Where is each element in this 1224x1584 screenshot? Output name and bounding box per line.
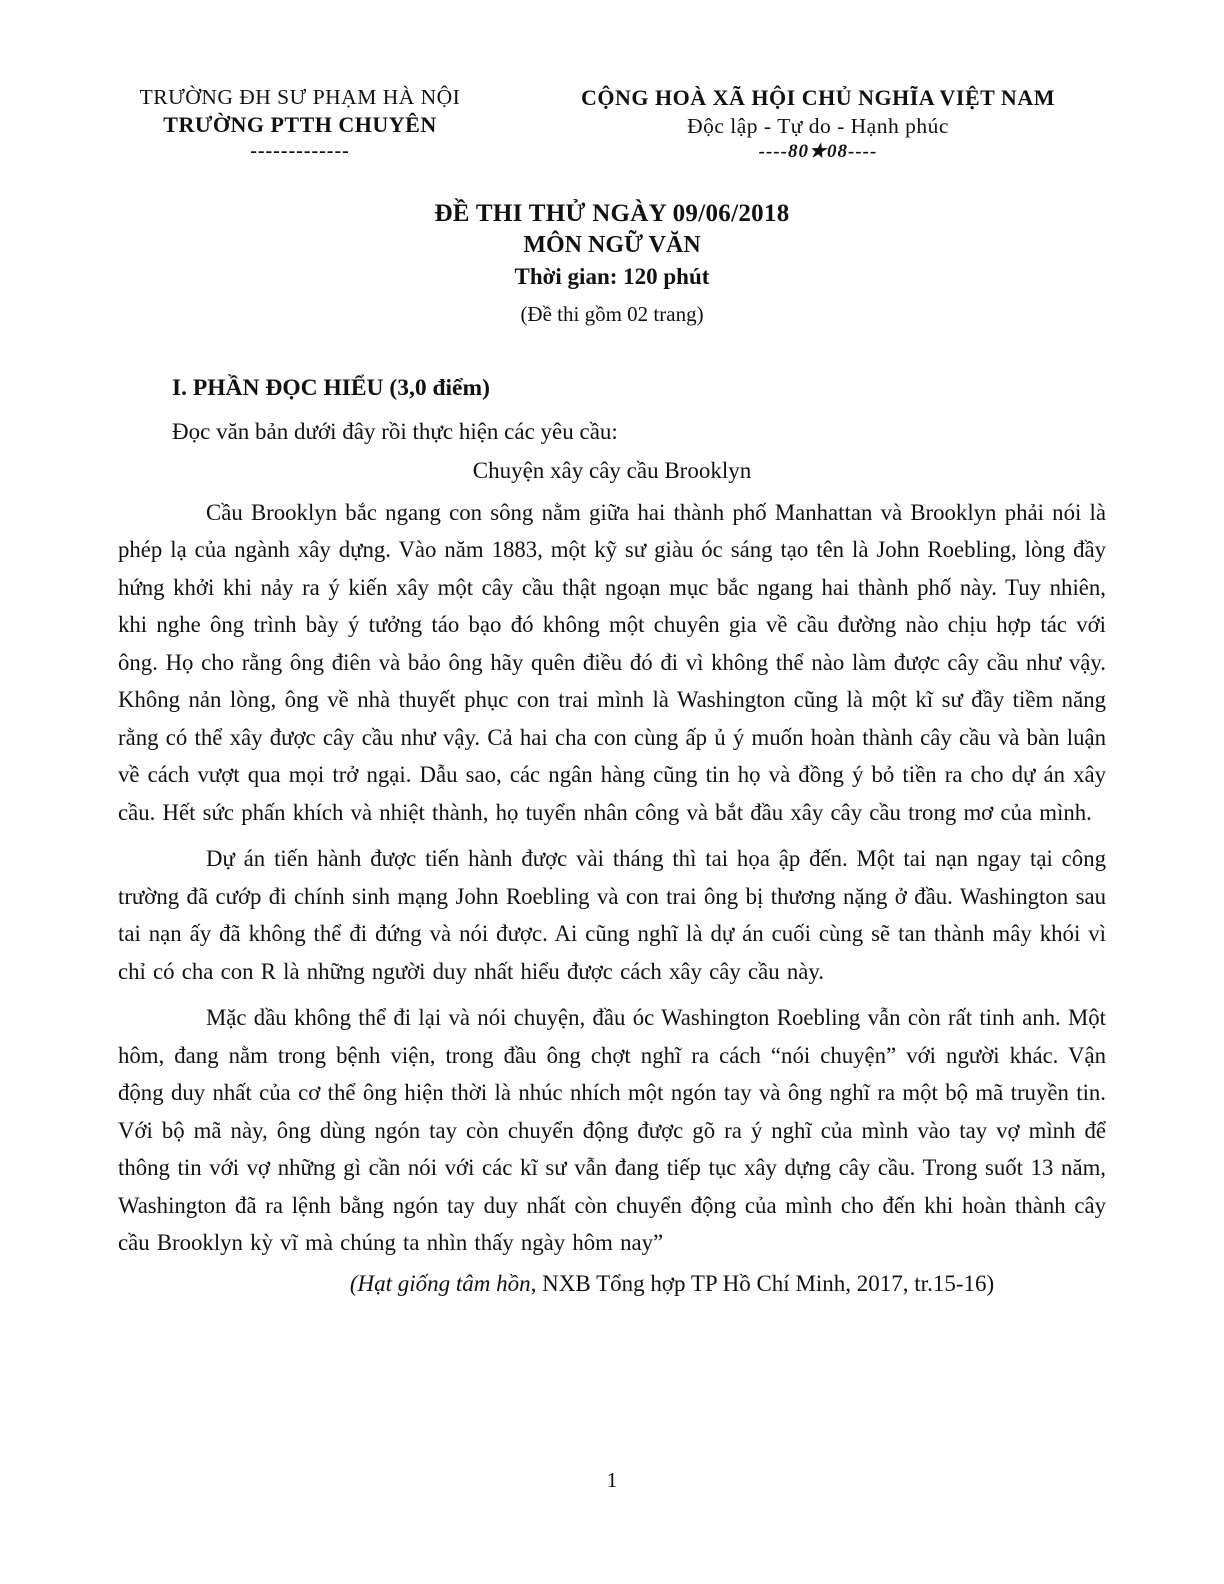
exam-pages-note: (Đề thi gồm 02 trang) [520, 302, 704, 327]
reading-passage [118, 494, 1106, 1262]
header-divider: ------------- [250, 140, 350, 162]
citation [118, 1271, 1106, 1297]
exam-title: ĐỀ THI THỬ NGÀY 09/06/2018 [434, 200, 790, 227]
passage-paragraph-2: Dự án tiến hành được tiến hành được vài tháng thì tai họa ập đến. Một tai nạn ngay tại công trường đã cướp đi chính sinh mạng John Roebling và con trai ông bị thương nặng ở đầu. Washington sau tai nạn ấy đã không thể đi đứng và nói được. Ai cũng nghĩ là dự án cuối cùng sẽ tan thành mây khói vì chỉ có cha con R là những người duy nhất hiểu được cách xây cây cầu này. [118, 846, 1106, 984]
section-heading: I. PHẦN ĐỌC HIỂU (3,0 điểm) [172, 374, 490, 401]
exam-title-block [118, 197, 1106, 329]
national-motto: Độc lập - Tự do - Hạnh phúc [687, 114, 949, 138]
citation-publisher: , NXB Tổng hợp TP Hồ Chí Minh, 2017, tr.15-16) [530, 1270, 995, 1296]
school-subname: TRƯỜNG PTTH CHUYÊN [163, 112, 437, 137]
reading-instruction: Đọc văn bản dưới đây rồi thực hiện các yêu cầu: [172, 418, 618, 444]
exam-duration: Thời gian: 120 phút [514, 263, 710, 289]
page-header [118, 85, 1106, 163]
passage-paragraph-1: Cầu Brooklyn bắc ngang con sông nằm giữa hai thành phố Manhattan và Brooklyn phải nói là phép lạ của ngành xây dựng. Vào năm 1883, một kỹ sư giàu óc sáng tạo tên là John Roebling, lòng đầy hứng khởi khi nảy ra ý kiến xây một cây cầu thật ngoạn mục bắc ngang hai thành phố này. Tuy nhiên, khi nghe ông trình bày ý tưởng táo bạo đó không một chuyên gia về cầu đường nào chịu hợp tác với ông. Họ cho rằng ông điên và bảo ông hãy quên điều đó đi vì không thể nào làm được cây cầu như vậy. Không nản lòng, ông về nhà thuyết phục con trai mình là Washington cũng là một kĩ sư đầy tiềm năng rằng có thể xây được cây cầu như vậy. Cả hai cha con cùng ấp ủ ý muốn hoàn thành cây cầu và bàn luận về cách vượt qua mọi trở ngại. Dẫu sao, các ngân hàng cũng tin họ và đồng ý bỏ tiền ra cho dự án xây cầu. Hết sức phấn khích và nhiệt thành, họ tuyển nhân công và bắt đầu xây cây cầu trong mơ của mình. [118, 499, 1106, 825]
exam-subject: MÔN NGỮ VĂN [523, 232, 701, 258]
passage-title: Chuyện xây cây cầu Brooklyn [472, 457, 752, 483]
passage-paragraph-3: Mặc dầu không thể đi lại và nói chuyện, đầu óc Washington Roebling vẫn còn rất tinh anh. Một hôm, đang nằm trong bệnh viện, trong đầu ông chợt nghĩ ra cách “nói chuyện” với người khác. Vận động duy nhất của cơ thể ông hiện thời là nhúc nhích một ngón tay và ông nghĩ ra một bộ mã truyền tin. Với bộ mã này, ông dùng ngón tay còn chuyển động được gõ ra ý nghĩ của mình vào tay vợ mình để thông tin với vợ những gì cần nói với các kĩ sư vẫn đang tiếp tục xây dựng cây cầu. Trong suốt 13 năm, Washington đã ra lệnh bằng ngón tay duy nhất còn chuyển động của mình cho đến khi hoàn thành cây cầu Brooklyn kỳ vĩ mà chúng ta nhìn thấy ngày hôm nay” [118, 1005, 1106, 1256]
national-motto-title: CỘNG HOÀ XÃ HỘI CHỦ NGHĨA VIỆT NAM [581, 85, 1055, 110]
national-header [518, 85, 1118, 163]
school-name: TRƯỜNG ĐH SƯ PHẠM HÀ NỘI [139, 85, 461, 109]
school-header [90, 85, 510, 163]
citation-source-title: (Hạt giống tâm hồn [349, 1270, 531, 1296]
ornament-divider: ----80★08---- [758, 141, 878, 162]
page-number: 1 [606, 1468, 618, 1492]
